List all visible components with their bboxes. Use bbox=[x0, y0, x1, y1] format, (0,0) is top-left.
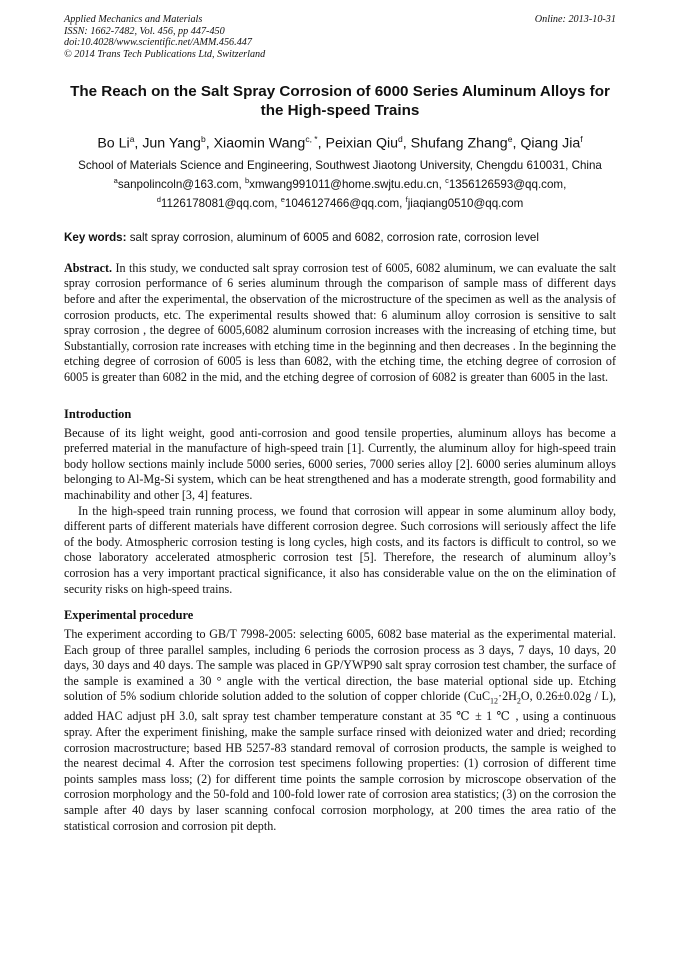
issn-line: ISSN: 1662-7482, Vol. 456, pp 447-450 bbox=[64, 25, 225, 37]
experimental-text: O, 0.26±0.02g / L), added HAC adjust pH 3.0, salt spray test chamber temperature constant at 35 ℃ ± 1 ℃ , using a continuous spray. After the experiment finishing, make the sample surface rinsed with deionized water and dried; recording corrosion macrostructure; based HB 5257-83 standard removal of corrosion products, the sample is weighed to the nearest decimal 4. After the corrosion test specimens following properties: (1) corrosion of different time points samples mass loss; (2) for different time points the sample corrosion by microscope observation of the corrosion morphology and the 50-fold and 100-fold lower rate of corrosion area statistics; (3) on the corrosion the sample after 40 days by laser scanning confocal corrosion morphology, at 200 times the area ratio of the statistical corrosion and corrosion pit depth. bbox=[64, 689, 617, 833]
email-superscript: d bbox=[156, 194, 161, 204]
author-superscript: f bbox=[580, 134, 583, 145]
keywords-label: Key words: bbox=[64, 230, 127, 244]
email-superscript: e bbox=[280, 194, 285, 204]
keywords-text: salt spray corrosion, aluminum of 6005 and 6082, corrosion rate, corrosion level bbox=[129, 230, 539, 244]
author-superscript: b bbox=[200, 134, 206, 145]
email-address[interactable]: 1126178081@qq.com, bbox=[160, 196, 278, 210]
experimental-paragraph bbox=[64, 627, 616, 834]
email-superscript: c bbox=[445, 176, 449, 186]
intro-paragraph-2: In the high-speed train running process, we found that corrosion will appear in some aluminum alloy body, different parts of different materials have different corrosion degree. Such corrosions will seriously affect the life of the body. Atmospheric corrosion testing is long cycles, high costs, and its factors is difficult to control, so we chose laboratory accelerated atmospheric corrosion test [5]. Therefore, the research of aluminum alloy’s corrosion has a very important practical significance, it also has considerable value on the on the elimination of security risks on high-speed trains. bbox=[64, 503, 616, 596]
email-superscript: a bbox=[113, 176, 118, 186]
journal-header bbox=[64, 14, 616, 60]
abstract-label: Abstract. bbox=[64, 260, 113, 275]
email-address[interactable]: sanpolincoln@163.com, bbox=[117, 177, 242, 191]
subscript: 12 bbox=[490, 696, 499, 706]
section-heading-introduction: Introduction bbox=[64, 406, 132, 421]
abstract-text: In this study, we conducted salt spray corrosion test of 6005, 6082 aluminum, we can evaluate the salt spray corrosion performance of 6 series aluminum through the comparison of sample mass of different days before and after the experimental, the observation of the microstructure of the specimen as well as the analysis of corrosion products, etc. The experimental results showed that: 6 aluminum alloy corrosion is sensitive to salt spray corrosion , the degree of 6005,6082 aluminum corrosion increases with the increasing of etching time, but Substantially, corrosion rate increases with etching time in the beginning and then decreases . In the beginning the etching degree of corrosion of 6005 is less than 6082, with the etching time, the etching degree of corrosion of 6005 is greater than 6082 in the mid, and the etching degree of corrosion of 6082 is greater than 6005 in the last. bbox=[64, 260, 616, 384]
journal-name: Applied Mechanics and Materials bbox=[64, 14, 203, 25]
doi-line[interactable]: doi:10.4028/www.scientific.net/AMM.456.447 bbox=[64, 37, 252, 49]
email-superscript: b bbox=[245, 176, 250, 186]
author-name: Shufang Zhang bbox=[410, 136, 508, 153]
author-name: Jun Yang bbox=[142, 136, 201, 153]
email-address[interactable]: 1356126593@qq.com, bbox=[448, 177, 567, 191]
author-superscript: d bbox=[398, 134, 403, 145]
paper-title: The Reach on the Salt Spray Corrosion of 6000 Series Aluminum Alloys for the High-speed Trains bbox=[70, 83, 610, 120]
email-address[interactable]: jiaqiang0510@qq.com bbox=[407, 196, 524, 210]
online-date: Online: 2013-10-31 bbox=[534, 14, 616, 25]
abstract bbox=[64, 261, 616, 386]
author-name: Qiang Jia bbox=[520, 136, 581, 153]
author-name: Peixian Qiu bbox=[325, 136, 399, 153]
email-address[interactable]: 1046127466@qq.com, bbox=[284, 196, 403, 210]
author-name: Bo Li bbox=[97, 136, 130, 153]
section-heading-experimental: Experimental procedure bbox=[64, 608, 194, 623]
author-superscript: a bbox=[129, 134, 135, 145]
email-list bbox=[64, 173, 616, 211]
experimental-text: ·2H bbox=[498, 689, 517, 704]
affiliation: School of Materials Science and Engineering, Southwest Jiaotong University, Chengdu 610031, China bbox=[78, 159, 602, 173]
email-superscript: f bbox=[405, 194, 408, 204]
author-superscript: c, * bbox=[305, 134, 318, 145]
author-superscript: e bbox=[507, 134, 513, 145]
experimental-text: The experiment according to GB/T 7998-2005: selecting 6005, 6082 base material as the experimental material. Each group of three parallel samples, including 6 periods the corrosion process as 3 days, 7 days, 10 days, 20 days, 30 days and 40 days. The sample was placed in GP/YWP90 salt spray corrosion test chamber, the surface of the sample is examined a 30 ° angle with the vertical direction, the base material optional side up. Etching solution of 5% sodium chloride solution added to the solution of copper chloride (CuC bbox=[64, 627, 616, 704]
author-list: Bo Li$^a$, Jun Yang$^b$, Xiaomin Wang$^{c, *}$, Peixian Qiu$^d$, Shufang Zhang$^e$, Qiang Jia$^f$ bbox=[97, 134, 583, 153]
author-name: Xiaomin Wang bbox=[213, 136, 306, 153]
subscript: 2 bbox=[516, 696, 521, 706]
keywords bbox=[64, 230, 616, 245]
intro-paragraph-1: Because of its light weight, good anti-corrosion and good tensile properties, aluminum alloys has become a preferred material in the manufacture of high-speed train [1]. Currently, the aluminum alloy for high-speed train body hollow sections mainly include 5000 series, 6000 series, 7000 series alloy [2]. 6000 series aluminum alloys belonging to Al-Mg-Si system, which can be heat strengthened and has a moderate strength, good formability and machinability and other [3, 4] features. bbox=[64, 425, 616, 502]
email-address[interactable]: xmwang991011@home.swjtu.edu.cn, bbox=[249, 177, 442, 191]
copyright-line: © 2014 Trans Tech Publications Ltd, Switzerland bbox=[64, 48, 266, 60]
